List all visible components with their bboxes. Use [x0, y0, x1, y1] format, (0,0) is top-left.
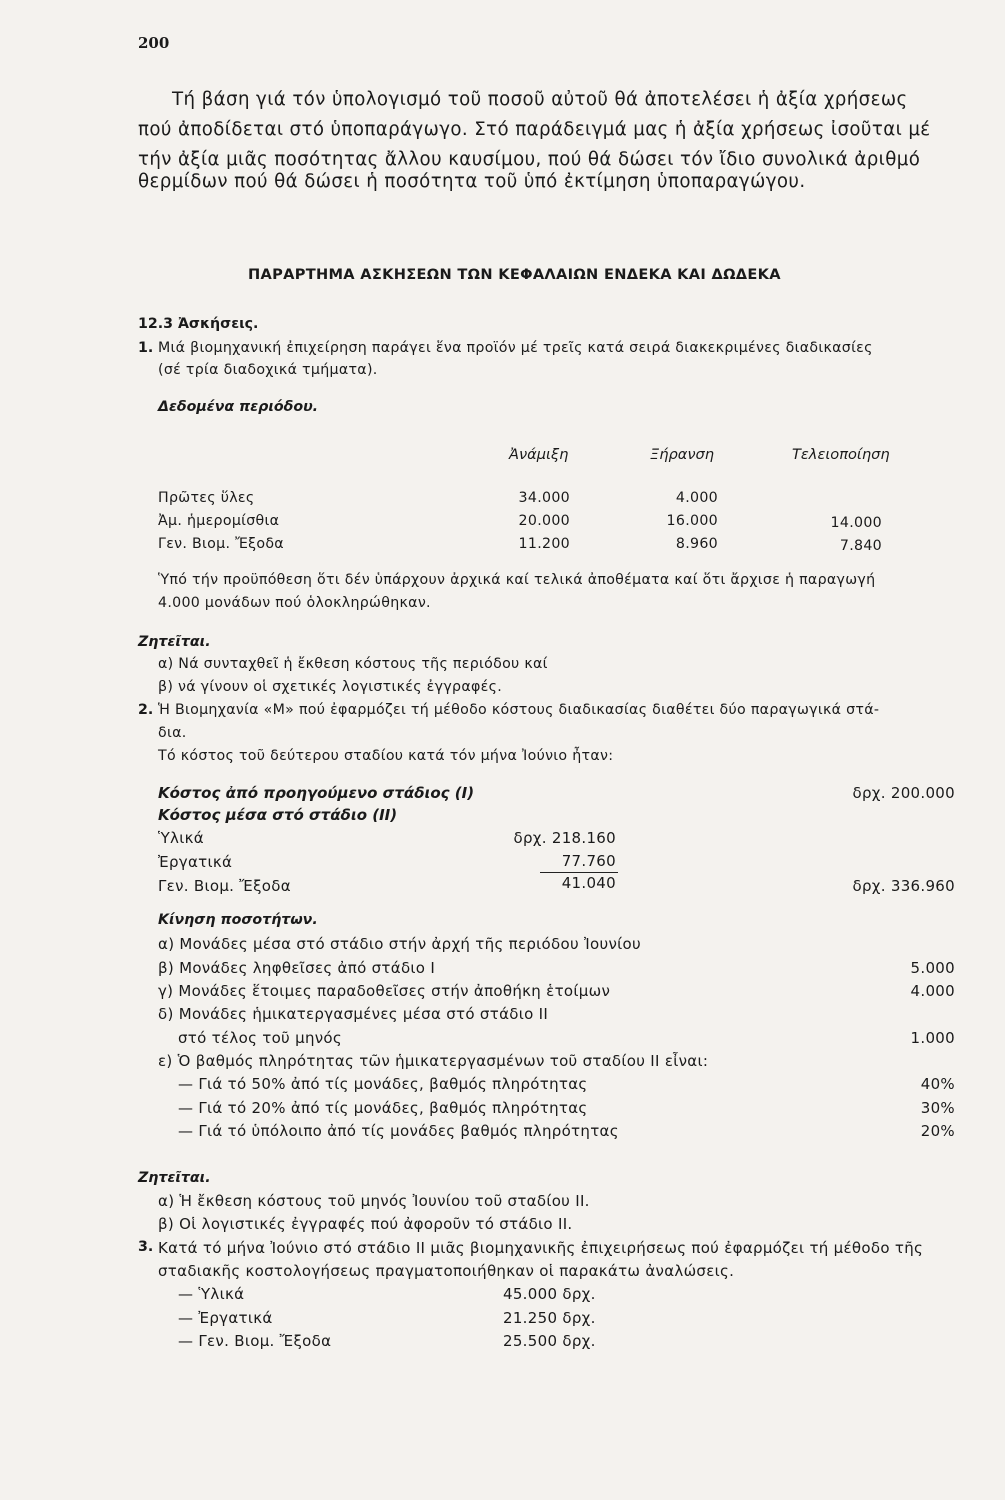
- required-label: Ζητεῖται.: [138, 1170, 211, 1186]
- required-label: Ζητεῖται.: [138, 634, 211, 650]
- cost-label: Ὑλικά: [158, 829, 204, 847]
- consumption-label: — Ὑλικά: [178, 1285, 245, 1303]
- quantity-item: δ) Μονάδες ἡμικατεργασμένες μέσα στό στάδιο II: [158, 1005, 549, 1023]
- exercise-number: 2.: [138, 702, 154, 718]
- row-label: Ἀμ. ἡμερομίσθια: [158, 513, 280, 529]
- completion-item: — Γιά τό ὑπόλοιπο ἀπό τίς μονάδες βαθμός πληρότητας: [178, 1122, 619, 1140]
- consumption-label: — Γεν. Βιομ. Ἔξοδα: [178, 1332, 332, 1350]
- consumption-value: 21.250 δρχ.: [503, 1309, 596, 1327]
- intro-line: θερμίδων πού θά δώσει ἡ ποσότητα τοῦ ὑπό ἐκτίμηση ὑποπαραγώγου.: [138, 171, 806, 192]
- column-header: Ἀνάμιξη: [509, 446, 569, 463]
- quantity-value: 1.000: [910, 1029, 955, 1047]
- row-label: Πρῶτες ὕλες: [158, 490, 255, 506]
- cell-value: 7.840: [839, 538, 882, 554]
- quantity-item: στό τέλος τοῦ μηνός: [178, 1029, 343, 1047]
- exercise-text: δια.: [158, 725, 187, 741]
- in-stage-label: Κόστος μέσα στό στάδιο (II): [158, 806, 398, 824]
- prev-stage-label: Κόστος ἀπό προηγούμενο στάδιος (I): [158, 784, 475, 802]
- completion-value: 30%: [920, 1099, 955, 1117]
- section-title: 12.3 Ἀσκήσεις.: [138, 316, 259, 332]
- cost-value: 77.760: [561, 852, 616, 870]
- requirement: β) νά γίνουν οἱ σχετικές λογιστικές ἐγγραφές.: [158, 679, 503, 695]
- cell-value: 20.000: [518, 513, 570, 529]
- completion-value: 40%: [920, 1075, 955, 1093]
- exercise-number: 1.: [138, 340, 154, 356]
- exercise-text: (σέ τρία διαδοχικά τμήματα).: [158, 362, 378, 378]
- assumption-text: 4.000 μονάδων πού ὁλοκληρώθηκαν.: [158, 595, 431, 611]
- data-label: Δεδομένα περιόδου.: [158, 399, 319, 415]
- assumption-text: Ὑπό τήν προϋπόθεση ὅτι δέν ὑπάρχουν ἀρχικά καί τελικά ἀποθέματα καί ὅτι ἄρχισε ἡ παραγωγή: [158, 572, 876, 588]
- column-header: Τελειοποίηση: [792, 446, 890, 463]
- cell-value: 8.960: [675, 536, 718, 552]
- exercise-text: Ἡ Βιομηχανία «Μ» πού ἐφαρμόζει τή μέθοδο κόστους διαδικασίας διαθέτει δύο παραγωγικά στά-: [158, 702, 880, 718]
- column-header: Ξήρανση: [650, 446, 715, 463]
- requirement: α) Νά συνταχθεῖ ἡ ἔκθεση κόστους τῆς περιόδου καί: [158, 656, 548, 672]
- completion-item: — Γιά τό 50% ἀπό τίς μονάδες, βαθμός πληρότητας: [178, 1075, 588, 1093]
- consumption-value: 45.000 δρχ.: [503, 1285, 596, 1303]
- requirement: β) Οἱ λογιστικές ἐγγραφές πού ἀφοροῦν τό στάδιο II.: [158, 1215, 573, 1233]
- exercise-text: Μιά βιομηχανική ἐπιχείρηση παράγει ἕνα προϊόν μέ τρεῖς κατά σειρά διακεκριμένες διαδικασίες: [158, 340, 873, 356]
- sum-rule: [540, 872, 618, 873]
- exercise-text: Κατά τό μήνα Ἰούνιο στό στάδιο II μιᾶς βιομηχανικῆς ἐπιχειρήσεως πού ἐφαρμόζει τή μέθοδο τῆς: [158, 1239, 924, 1257]
- requirement: α) Ἡ ἔκθεση κόστους τοῦ μηνός Ἰουνίου τοῦ σταδίου II.: [158, 1192, 590, 1210]
- quantity-item: ε) Ὁ βαθμός πληρότητας τῶν ἡμικατεργασμένων τοῦ σταδίου II εἶναι:: [158, 1052, 709, 1070]
- in-stage-total: δρχ. 336.960: [852, 877, 955, 895]
- exercise-number: 3.: [138, 1239, 154, 1255]
- consumption-value: 25.500 δρχ.: [503, 1332, 596, 1350]
- quantity-item: β) Μονάδες ληφθεῖσες ἀπό στάδιο I: [158, 959, 436, 977]
- cost-value: δρχ. 218.160: [513, 829, 616, 847]
- quantity-value: 5.000: [910, 959, 955, 977]
- appendix-title: ΠΑΡΑΡΤΗΜΑ ΑΣΚΗΣΕΩΝ ΤΩΝ ΚΕΦΑΛΑΙΩΝ ΕΝΔΕΚΑ ΚΑΙ ΔΩΔΕΚΑ: [248, 266, 781, 283]
- cost-label: Ἐργατικά: [158, 853, 233, 871]
- consumption-label: — Ἐργατικά: [178, 1309, 273, 1327]
- prev-stage-value: δρχ. 200.000: [852, 784, 955, 802]
- exercise-text: Τό κόστος τοῦ δεύτερου σταδίου κατά τόν μήνα Ἰούνιο ἦταν:: [158, 748, 614, 764]
- quantity-item: γ) Μονάδες ἕτοιμες παραδοθεῖσες στήν ἀποθήκη ἑτοίμων: [158, 982, 611, 1000]
- completion-value: 20%: [920, 1122, 955, 1140]
- quantity-item: α) Μονάδες μέσα στό στάδιο στήν ἀρχή τῆς περιόδου Ἰουνίου: [158, 935, 642, 953]
- cell-value: 11.200: [518, 536, 570, 552]
- quantity-value: 4.000: [910, 982, 955, 1000]
- intro-line: Τή βάση γιά τόν ὑπολογισμό τοῦ ποσοῦ αὐτοῦ θά ἀποτελέσει ἡ ἀξία χρήσεως: [172, 89, 908, 110]
- quantities-label: Κίνηση ποσοτήτων.: [158, 912, 318, 928]
- page-number: 200: [138, 34, 170, 52]
- cell-value: 4.000: [675, 490, 718, 506]
- intro-line: τήν ἀξία μιᾶς ποσότητας ἄλλου καυσίμου, πού θά δώσει τόν ἴδιο συνολικά ἀριθμό: [138, 149, 921, 170]
- row-label: Γεν. Βιομ. Ἔξοδα: [158, 536, 284, 552]
- cell-value: 14.000: [830, 515, 882, 531]
- cost-value: 41.040: [561, 874, 616, 892]
- cost-label: Γεν. Βιομ. Ἔξοδα: [158, 877, 291, 895]
- completion-item: — Γιά τό 20% ἀπό τίς μονάδες, βαθμός πληρότητας: [178, 1099, 588, 1117]
- intro-line: πού ἀποδίδεται στό ὑποπαράγωγο. Στό παράδειγμά μας ἡ ἀξία χρήσεως ἰσοῦται μέ: [138, 119, 931, 140]
- cell-value: 34.000: [518, 490, 570, 506]
- cell-value: 16.000: [666, 513, 718, 529]
- exercise-text: σταδιακῆς κοστολογήσεως πραγματοποιήθηκαν οἱ παρακάτω ἀναλώσεις.: [158, 1262, 735, 1280]
